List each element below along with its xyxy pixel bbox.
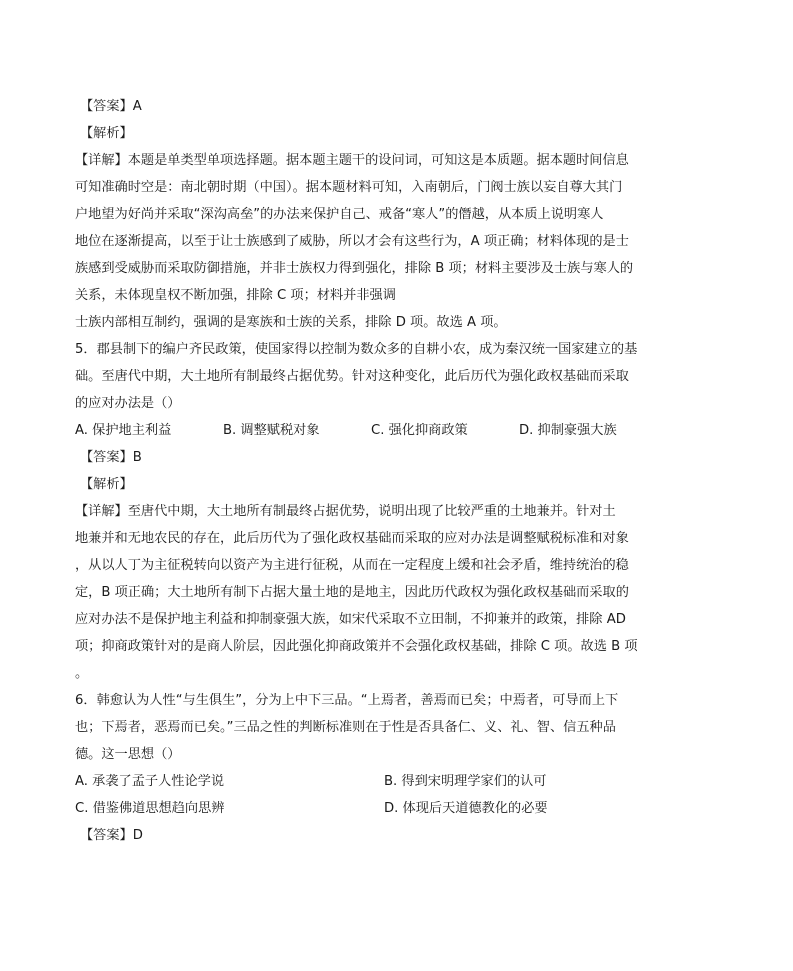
q4-detail [75,147,693,336]
q6-options-row-2 [75,795,693,822]
q5-stem-line: 的应对办法是（） [75,396,181,411]
q5-option-a: A. 保护地主利益 [75,423,172,438]
q6-stem-line: 6．韩愈认为人性“与生俱生”，分为上中下三品。“上焉者，善焉而已矣；中焉者，可导而上下 [75,693,619,708]
q6-option-d: D. 体现后天道德教化的必要 [384,801,548,816]
q6-option-b: B. 得到宋明理学家们的认可 [384,774,547,789]
q5-detail-line: 定，B 项正确；大土地所有制下占据大量土地的是地主，因此历代政权为强化政权基础而采取的 [75,585,629,600]
q5-option-b: B. 调整赋税对象 [223,423,320,438]
q5-stem-line: 础。至唐代中期，大土地所有制最终占据优势。针对这种变化，此后历代为强化政权基础而采取 [75,369,629,384]
q4-detail-line: 关系，未体现皇权不断加强，排除 C 项；材料并非强调 [75,288,396,303]
q5-option-d: D. 抑制豪强大族 [519,423,617,438]
q6-option-a: A. 承袭了孟子人性论学说 [75,774,225,789]
q5-detail-line: 地兼并和无地农民的存在，此后历代为了强化政权基础而采取的应对办法是调整赋税标准和对象 [75,531,629,546]
q5-stem [75,336,693,417]
q6-answer: 【答案】D [80,828,143,843]
q6-options-row-1 [75,768,693,795]
q4-detail-line: 族感到受威胁而采取防御措施，并非士族权力得到强化，排除 B 项；材料主要涉及士族与寒人的 [75,261,634,276]
q6-stem-line: 也；下焉者，恶焉而已矣。”三品之性的判断标准则在于性是否具备仁、义、礼、智、信五种品 [75,720,616,735]
q5-detail-line: 。 [75,666,89,681]
q4-detail-line: 户地望为好尚并采取“深沟高垒”的办法来保护自己、戒备“寒人”的僭越，从本质上说明寒人 [75,207,604,222]
q5-detail-line: ，从以人丁为主征税转向以资产为主进行征税，从而在一定程度上缓和社会矛盾，维持统治的稳 [75,558,629,573]
q6-stem [75,687,693,768]
q5-detail-line: 项；抑商政策针对的是商人阶层，因此强化抑商政策并不会强化政权基础，排除 C 项。故选 B 项 [75,639,638,654]
q6-stem-line: 德。这一思想（） [75,747,181,762]
q5-stem-line: 5．郡县制下的编户齐民政策，使国家得以控制为数众多的自耕小农，成为秦汉统一国家建立的基 [75,342,638,357]
q4-analysis-label: 【解析】 [80,126,133,141]
q4-detail-line: 地位在逐渐提高，以至于让士族感到了威胁，所以才会有这些行为，A 项正确；材料体现的是士 [75,234,629,249]
q5-detail-line: 【详解】至唐代中期，大土地所有制最终占据优势，说明出现了比较严重的土地兼并。针对土 [75,504,616,519]
q4-answer: 【答案】A [80,99,142,114]
q5-detail [75,498,693,687]
q5-analysis-label: 【解析】 [80,477,133,492]
q5-answer: 【答案】B [80,450,142,465]
q5-option-c: C. 强化抑商政策 [371,423,468,438]
q4-detail-line: 可知准确时空是：南北朝时期（中国）。据本题材料可知，入南朝后，门阀士族以妄自尊大其门 [75,180,623,195]
q6-option-c: C. 借鉴佛道思想趋向思辨 [75,801,225,816]
q4-detail-line: 士族内部相互制约，强调的是寒族和士族的关系，排除 D 项。故选 A 项。 [75,315,507,330]
q4-detail-line: 【详解】本题是单类型单项选择题。据本题主题干的设问词，可知这是本质题。据本题时间信息 [75,153,629,168]
q5-options [75,417,693,444]
q5-detail-line: 应对办法不是保护地主利益和抑制豪强大族，如宋代采取不立田制，不抑兼并的政策，排除 AD [75,612,626,627]
